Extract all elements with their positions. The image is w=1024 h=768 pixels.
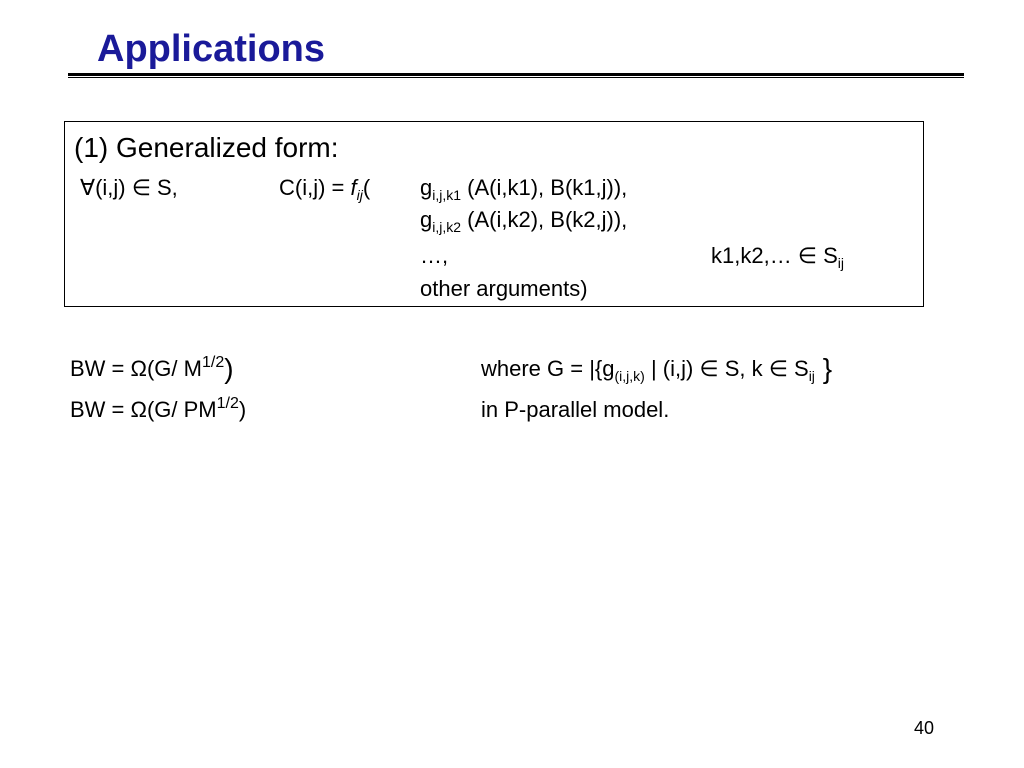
forall-symbol: ∀	[80, 175, 96, 200]
note-sub-2: ij	[808, 368, 815, 384]
bw-body: (G/ PM	[146, 397, 217, 422]
f-symbol: f	[350, 175, 357, 200]
note-sub-1: (i,j,k)	[614, 368, 645, 384]
g-args: (A(i,k2), B(k2,j)),	[461, 207, 628, 232]
g-symbol: g	[420, 207, 433, 232]
k-range	[711, 243, 844, 269]
g-subscript: i,j,k1	[432, 187, 462, 203]
lhs-text: C(i,j) =	[279, 175, 351, 200]
g-line-2	[420, 207, 627, 233]
bw-close: )	[238, 397, 247, 422]
f-subscript: ij	[356, 187, 363, 203]
note-mid: | (i,j) ∈ S, k ∈ S	[644, 356, 809, 381]
g-args: (A(i,k1), B(k1,j)),	[461, 175, 628, 200]
g-line-1	[420, 175, 627, 201]
k-range-text: k1,k2,… ∈ S	[711, 243, 838, 268]
quantifier	[80, 175, 178, 201]
bw-exponent: 1/2	[216, 395, 239, 412]
bw-note-1	[481, 353, 833, 384]
bw-lhs: BW =	[70, 397, 131, 422]
title-rule-thin	[68, 77, 964, 78]
omega-symbol: Ω	[130, 397, 147, 422]
bw-close: )	[224, 353, 234, 384]
slide-title: Applications	[97, 28, 326, 70]
ellipsis-line: …,	[420, 243, 449, 268]
g-subscript: i,j,k2	[432, 219, 462, 235]
title-rule	[68, 73, 964, 76]
k-range-subscript: ij	[837, 255, 844, 271]
page-number: 40	[914, 718, 935, 738]
bw-bound-1	[70, 353, 234, 384]
bw-note-2: in P-parallel model.	[481, 397, 670, 422]
lhs-expression	[279, 175, 370, 201]
g-symbol: g	[420, 175, 433, 200]
other-arguments: other arguments)	[420, 276, 588, 301]
bw-body: (G/ M	[146, 356, 202, 381]
omega-symbol: Ω	[130, 356, 147, 381]
bw-exponent: 1/2	[201, 354, 225, 371]
box-heading: (1) Generalized form:	[74, 132, 339, 163]
note-close: }	[814, 353, 833, 384]
quantifier-text: (i,j) ∈ S,	[95, 175, 178, 200]
bw-bound-2	[70, 397, 246, 423]
bw-lhs: BW =	[70, 356, 131, 381]
note-pre: where G = |{g	[481, 356, 615, 381]
open-paren: (	[362, 175, 371, 200]
